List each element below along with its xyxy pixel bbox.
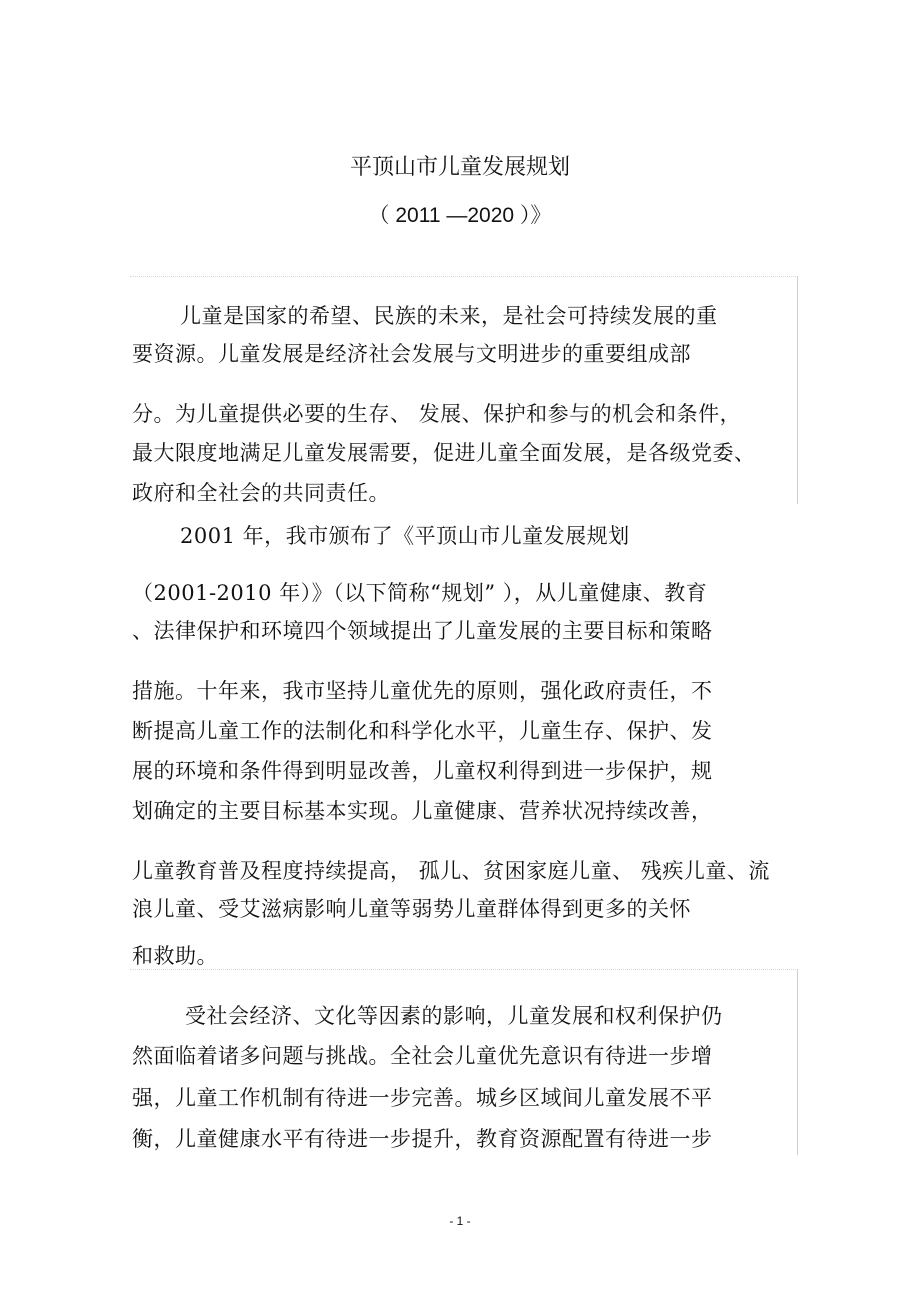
page-number: - 1 - <box>449 1214 471 1228</box>
paragraph-3-line-1: 受社会经济、文化等因素的影响，儿童发展和权利保护仍 <box>185 1004 723 1028</box>
paragraph-1-line-2: 要资源。儿童发展是经济社会发展与文明进步的重要组成部 <box>132 342 691 366</box>
document-title: 平顶山市儿童发展规划 <box>349 155 570 180</box>
paragraph-2-line-9: 浪儿童、受艾滋病影响儿童等弱势儿童群体得到更多的关怀 <box>132 897 691 921</box>
section-divider-middle <box>130 969 798 970</box>
paragraph-2-line-6: 展的环境和条件得到明显改善，儿童权利得到进一步保护，规 <box>132 759 713 783</box>
paragraph-2-line-3: 、法律保护和环境四个领域提出了儿童发展的主要目标和策略 <box>132 619 713 643</box>
paragraph-2-line-10: 和救助。 <box>132 944 218 968</box>
paragraph-2-line-2: （2001-2010 年）》（以下简称“规划” ），从儿童健康、教育 <box>132 581 708 605</box>
paragraph-1-line-3: 分。为儿童提供必要的生存、 发展、保护和参与的机会和条件， <box>132 402 742 426</box>
section-border-right-1 <box>797 276 798 504</box>
paragraph-3-line-4: 衡，儿童健康水平有待进一步提升，教育资源配置有待进一步 <box>132 1127 713 1151</box>
paragraph-1-line-4: 最大限度地满足儿童发展需要，促进儿童全面发展，是各级党委、 <box>132 441 756 465</box>
paragraph-1-line-5: 政府和全社会的共同责任。 <box>132 481 390 505</box>
paragraph-2-line-5: 断提高儿童工作的法制化和科学化水平，儿童生存、保护、发 <box>132 719 713 743</box>
paragraph-3-line-3: 强，儿童工作机制有待进一步完善。城乡区域间儿童发展不平 <box>132 1086 713 1110</box>
paragraph-2-line-7: 划确定的主要目标基本实现。儿童健康、营养状况持续改善， <box>132 799 713 823</box>
section-divider-top <box>130 276 798 277</box>
paragraph-2-line-8: 儿童教育普及程度持续提高， 孤儿、贫困家庭儿童、 残疾儿童、流 <box>132 859 770 883</box>
paragraph-1-line-1: 儿童是国家的希望、民族的未来，是社会可持续发展的重 <box>180 304 718 328</box>
paragraph-2-line-1: 2001 年，我市颁布了《平顶山市儿童发展规划 <box>180 524 630 548</box>
section-border-right-2 <box>797 969 798 1155</box>
paragraph-2-line-4: 措施。十年来，我市坚持儿童优先的原则，强化政府责任，不 <box>132 679 713 703</box>
paragraph-3-line-2: 然面临着诸多问题与挑战。全社会儿童优先意识有待进一步增 <box>132 1044 713 1068</box>
document-subtitle: （ 2011 —2020 ）》 <box>368 204 552 227</box>
